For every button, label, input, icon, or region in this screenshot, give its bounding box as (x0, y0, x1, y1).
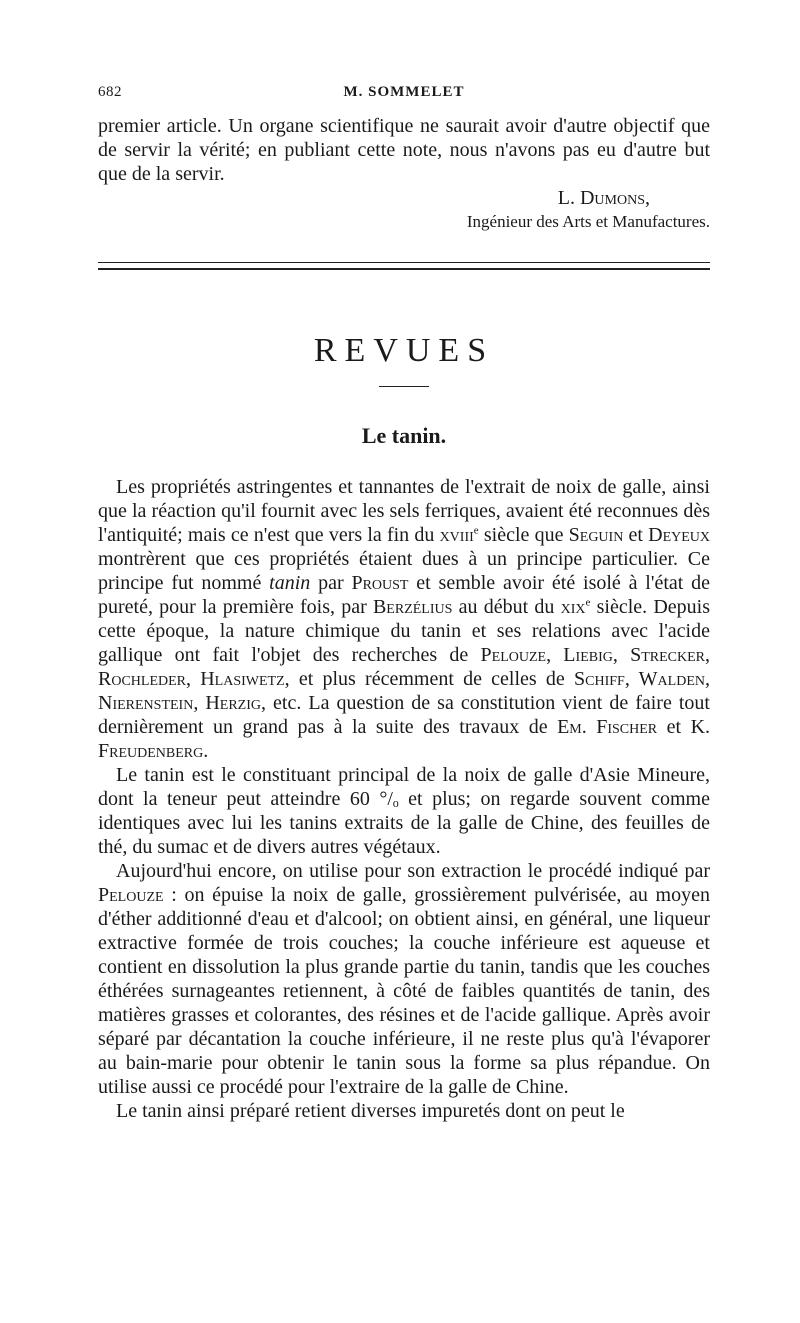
text-run: , etc. La question de sa constitution vient de faire tout dernièrement un grand pas à la suite des travaux de (98, 692, 710, 738)
intro-paragraph: premier article. Un organe scientifique ne saurait avoir d'autre objectif que de servir la vérité; en publiant cette note, nous n'avons pas eu d'autre but que de la servir. (98, 115, 710, 185)
divider-thick-rule (98, 268, 710, 270)
text-run: Les propriétés astringentes et tannantes de l'extrait de noix de galle, ainsi que la réaction qu'il fournit avec les sels ferriques, avaient été reconnues dès l'antiquité; mais ce n'est que vers la fin du (98, 476, 710, 546)
text-run: par (310, 572, 352, 594)
century-numeral: xix (560, 596, 586, 618)
text-run: siècle. Depuis cette époque, la nature chimique du tanin et ses relations avec l'acide gallique ont fait l'objet des recherches de (98, 596, 711, 666)
paragraph-3 (98, 859, 710, 1099)
superscript: e (585, 596, 591, 609)
author-names: Pelouze, Liebig, Strecker, Rochleder, Hlasiwetz (98, 644, 710, 690)
paragraph-4: Le tanin ainsi préparé retient diverses impuretés dont on peut le (116, 1100, 625, 1122)
text-run: au début du (452, 596, 561, 618)
paragraph-1 (98, 475, 710, 763)
section-divider (98, 262, 710, 276)
page-header (98, 84, 710, 114)
text-run: , et plus récemment de celles de (284, 668, 575, 690)
author-name: Berzélius (372, 596, 453, 618)
author-name: Seguin (568, 524, 624, 546)
text-run: montrèrent que ces propriétés étaient dues à un principe particulier. Ce principe fut nommé (98, 548, 710, 594)
text-run: et (657, 716, 691, 738)
author-names: Schiff, Walden, Nierenstein, Herzig (98, 668, 710, 714)
author-name: Proust (351, 572, 409, 594)
text-run: et semble avoir été isolé à l'état de pureté, pour la première fois, par (98, 572, 710, 618)
author-name: Deyeux (648, 524, 711, 546)
italic-term: tanin (269, 572, 311, 594)
author-name: Pelouze (98, 884, 164, 906)
author-signature: L. Dumons, (557, 187, 650, 209)
section-title: REVUES (313, 332, 495, 369)
article-body (98, 475, 710, 1123)
title-underline (379, 386, 429, 387)
text-run: Aujourd'hui encore, on utilise pour son extraction le procédé indiqué par (116, 860, 710, 882)
author-name: K. Freudenberg (98, 716, 711, 762)
paragraph-2: Le tanin est le constituant principal de la noix de galle d'Asie Mineure, dont la teneur peut atteindre 60 °/ₒ et plus; on regarde souvent comme identiques avec lui les tanins extraits de la galle de Chine, des feuilles de thé, du sumac et de divers autres végétaux. (98, 764, 710, 858)
text-run: et (623, 524, 649, 546)
page-number: 682 (98, 84, 122, 100)
superscript: e (473, 524, 479, 537)
text-run: . (203, 740, 209, 762)
divider-thin-rule (98, 262, 710, 263)
century-numeral: xviii (439, 524, 474, 546)
text-run: : on épuise la noix de galle, grossièrement pulvérisée, au moyen d'éther additionné d'eau et d'alcool; on obtient ainsi, en général, une liqueur extractive formée de trois couches; la couche inférieure est aqueuse et contient en dissolution la plus grande partie du tanin, tandis que les couches éthérées surnageantes retiennent, à côté de faibles quantités de tanin, des matières grasses et colorantes, des résines et de l'acide gallique. Après avoir séparé par décantation la couche inférieure, il ne reste plus qu'à l'évaporer au bain-marie pour obtenir le tanin sous la forme sa plus répandue. On utilise aussi ce procédé pour l'extraire de la galle de Chine. (98, 884, 710, 1098)
author-affiliation: Ingénieur des Arts et Manufactures. (466, 212, 710, 231)
page (98, 84, 710, 1123)
article-title: Le tanin. (361, 423, 447, 448)
running-head: M. SOMMELET (343, 84, 465, 100)
text-run: siècle que (478, 524, 569, 546)
author-name: Em. Fischer (557, 716, 658, 738)
